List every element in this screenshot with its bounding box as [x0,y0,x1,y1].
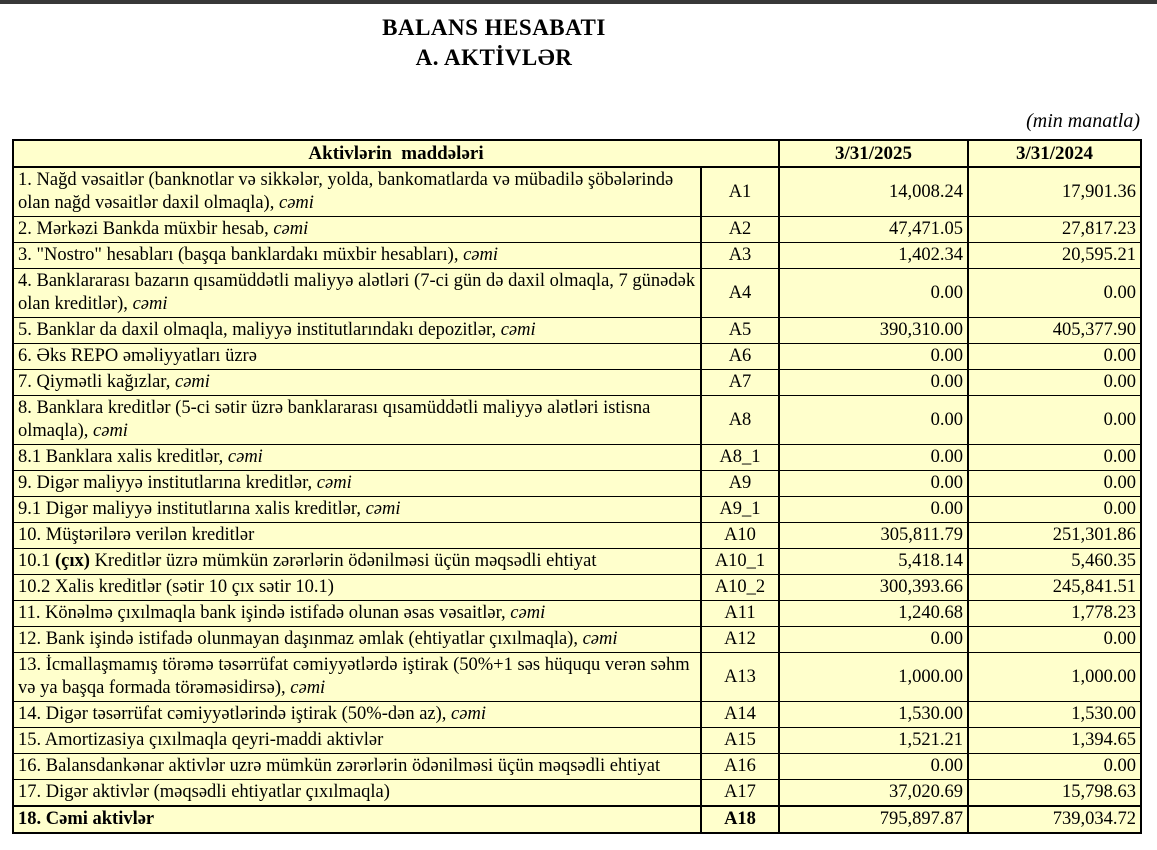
table-row [13,653,1141,702]
row-value-2024-cell: 0.00 [968,754,1141,780]
report-title: BALANS HESABATI [382,15,606,40]
row-value-2024-cell: 251,301.86 [968,523,1141,549]
table-row [13,754,1141,780]
row-label-segment: 4. Banklararası bazarın qısamüddətli maliyyə alətləri (7-ci gün də daxil olmaqla, 7 günədək olan kreditlər), [18,271,696,314]
table-row [13,471,1141,497]
row-value-2025-cell: 1,000.00 [779,653,968,702]
row-value-2025-cell: 1,240.68 [779,601,968,627]
row-label-segment: cəmi [132,294,168,314]
row-value-2025-cell: 0.00 [779,754,968,780]
row-label-segment: 12. Bank işində istifadə olunmayan daşınmaz əmlak (ehtiyatlar çıxılmaqla), [18,629,583,649]
table-row [13,627,1141,653]
row-label-segment: cəmi [278,193,314,213]
row-label-segment: 7. Qiymətli kağızlar, [18,372,175,392]
date-column-header-2025: 3/31/2025 [779,140,968,167]
row-value-2025-cell: 1,521.21 [779,728,968,754]
row-label-cell [13,269,701,318]
row-code-cell: A7 [701,370,779,396]
row-code-cell: A18 [701,806,779,833]
row-label-cell [13,601,701,627]
row-label-segment: cəmi [463,245,499,265]
window-top-edge [0,0,1157,4]
row-value-2024-cell: 15,798.63 [968,780,1141,807]
row-code-cell: A8_1 [701,445,779,471]
row-code-cell: A13 [701,653,779,702]
row-code-cell: A11 [701,601,779,627]
row-value-2024-cell: 0.00 [968,344,1141,370]
row-label-cell [13,396,701,445]
row-label-segment: Kreditlər üzrə mümkün zərərlərin ödənilməsi üçün məqsədli ehtiyat [89,551,597,571]
row-code-cell: A16 [701,754,779,780]
unit-note: (min manatla) [1026,110,1140,132]
row-code-cell: A2 [701,217,779,243]
row-label-segment: 8. Banklara kreditlər (5-ci sətir üzrə banklararası qısamüddətli maliyyə alətləri istisna olmaqla), [18,398,651,441]
table-row [13,167,1141,217]
row-label-cell [13,167,701,217]
row-label-cell [13,217,701,243]
row-label-segment: cəmi [174,372,210,392]
row-value-2024-cell: 0.00 [968,627,1141,653]
row-value-2024-cell: 5,460.35 [968,549,1141,575]
row-label-segment: cəmi [93,421,128,441]
date-column-header-2024: 3/31/2024 [968,140,1141,167]
row-value-2025-cell: 0.00 [779,269,968,318]
row-code-cell: A10_1 [701,549,779,575]
row-value-2025-cell: 14,008.24 [779,167,968,217]
table-row [13,396,1141,445]
table-row [13,269,1141,318]
row-label-segment: cəmi [227,447,263,467]
row-label-segment: 10. Müştərilərə verilən kreditlər [18,525,255,545]
row-label-segment: 9.1 Digər maliyyə institutlarına xalis kreditlər, [18,499,366,519]
row-label-segment: cəmi [510,603,546,623]
row-label-segment: 11. Könəlmə çıxılmaqla bank işində istifadə olunan əsas vəsaitlər, [18,603,511,623]
table-row [13,445,1141,471]
row-label-cell [13,653,701,702]
table-row [13,728,1141,754]
items-column-header: Aktivlərin maddələri [13,140,779,167]
row-value-2024-cell: 739,034.72 [968,806,1141,833]
row-label-segment: 13. İcmallaşmamış törəmə təsərrüfat cəmiyyətlərdə iştirak (50%+1 səs hüququ verən səhm və ya başqa formada törəməsidirsə), [18,655,690,698]
row-label-segment: 16. Balansdankənar aktivlər uzrə mümkün zərərlərin ödənilməsi üçün məqsədli ehtiyat [18,756,661,776]
table-row [13,497,1141,523]
row-label-cell [13,471,701,497]
row-value-2024-cell: 1,530.00 [968,702,1141,728]
row-value-2025-cell: 37,020.69 [779,780,968,807]
row-code-cell: A8 [701,396,779,445]
row-label-segment: 10.2 Xalis kreditlər (sətir 10 çıx sətir 10.1) [18,577,334,597]
table-row [13,601,1141,627]
row-label-segment: (çıx) [55,551,90,571]
row-value-2024-cell: 0.00 [968,471,1141,497]
row-label-cell [13,445,701,471]
row-label-cell [13,780,701,807]
row-value-2024-cell: 0.00 [968,269,1141,318]
row-value-2024-cell: 17,901.36 [968,167,1141,217]
row-label-cell [13,806,701,833]
row-label-segment: cəmi [500,320,536,340]
row-value-2024-cell: 1,394.65 [968,728,1141,754]
row-label-segment: cəmi [451,704,486,724]
report-title-block [0,13,988,73]
row-value-2024-cell: 245,841.51 [968,575,1141,601]
row-label-cell [13,243,701,269]
row-value-2025-cell: 0.00 [779,344,968,370]
row-label-cell [13,702,701,728]
row-value-2025-cell: 0.00 [779,497,968,523]
row-code-cell: A5 [701,318,779,344]
table-row [13,370,1141,396]
row-label-cell [13,344,701,370]
row-label-segment: 17. Digər aktivlər (məqsədli ehtiyatlar çıxılmaqla) [18,782,390,802]
table-row [13,318,1141,344]
row-value-2025-cell: 5,418.14 [779,549,968,575]
row-label-cell [13,575,701,601]
row-label-cell [13,318,701,344]
row-code-cell: A1 [701,167,779,217]
row-label-segment: 18. Cəmi aktivlər [18,809,155,829]
row-value-2024-cell: 1,000.00 [968,653,1141,702]
row-value-2025-cell: 1,530.00 [779,702,968,728]
row-value-2024-cell: 27,817.23 [968,217,1141,243]
row-code-cell: A3 [701,243,779,269]
row-label-cell [13,754,701,780]
row-label-cell [13,523,701,549]
row-value-2025-cell: 0.00 [779,445,968,471]
row-code-cell: A14 [701,702,779,728]
row-label-segment: 1. Nağd vəsaitlər (banknotlar və sikkələr, yolda, bankomatlarda və mübadilə şöbələrində olan nağd vəsaitlər daxil olmaqla), [18,170,674,213]
row-value-2025-cell: 47,471.05 [779,217,968,243]
row-value-2024-cell: 0.00 [968,497,1141,523]
row-code-cell: A10_2 [701,575,779,601]
row-value-2025-cell: 1,402.34 [779,243,968,269]
table-row [13,523,1141,549]
row-code-cell: A12 [701,627,779,653]
row-label-cell [13,627,701,653]
row-code-cell: A6 [701,344,779,370]
table-row [13,217,1141,243]
row-label-segment: 8.1 Banklara xalis kreditlər, [18,447,228,467]
row-label-cell [13,549,701,575]
table-row [13,243,1141,269]
row-code-cell: A4 [701,269,779,318]
row-label-segment: 9. Digər maliyyə institutlarına kreditlər, [18,473,317,493]
row-value-2024-cell: 405,377.90 [968,318,1141,344]
row-code-cell: A10 [701,523,779,549]
row-value-2024-cell: 1,778.23 [968,601,1141,627]
row-value-2025-cell: 305,811.79 [779,523,968,549]
assets-table [12,139,1142,834]
row-label-segment: 15. Amortizasiya çıxılmaqla qeyri-maddi aktivlər [18,730,384,750]
row-value-2024-cell: 0.00 [968,396,1141,445]
row-label-cell [13,370,701,396]
row-value-2025-cell: 0.00 [779,627,968,653]
table-row [13,549,1141,575]
row-value-2025-cell: 0.00 [779,370,968,396]
row-label-segment: 2. Mərkəzi Bankda müxbir hesab, [18,219,274,239]
row-label-segment: cəmi [582,629,618,649]
row-label-segment: cəmi [316,473,352,493]
row-code-cell: A9 [701,471,779,497]
row-value-2024-cell: 0.00 [968,445,1141,471]
row-value-2024-cell: 0.00 [968,370,1141,396]
row-label-segment: 10.1 [18,551,55,571]
row-label-cell [13,497,701,523]
table-row [13,806,1141,833]
row-label-segment: 6. Əks REPO əməliyyatları üzrə [18,346,257,366]
row-value-2025-cell: 795,897.87 [779,806,968,833]
row-value-2025-cell: 0.00 [779,471,968,497]
table-row [13,780,1141,807]
row-label-segment: 5. Banklar da daxil olmaqla, maliyyə institutlarındakı depozitlər, [18,320,501,340]
row-label-cell [13,728,701,754]
row-label-segment: 3. "Nostro" hesabları (başqa banklardakı müxbir hesabları), [18,245,464,265]
row-code-cell: A9_1 [701,497,779,523]
table-row [13,575,1141,601]
table-body [13,167,1141,833]
table-row [13,344,1141,370]
row-value-2025-cell: 0.00 [779,396,968,445]
row-code-cell: A17 [701,780,779,807]
report-subtitle: A. AKTİVLƏR [415,45,573,70]
row-label-segment: cəmi [273,219,309,239]
row-value-2024-cell: 20,595.21 [968,243,1141,269]
row-label-segment: cəmi [365,499,401,519]
table-row [13,702,1141,728]
row-value-2025-cell: 390,310.00 [779,318,968,344]
row-label-segment: 14. Digər təsərrüfat cəmiyyətlərində iştirak (50%-dən az), [18,704,452,724]
row-value-2025-cell: 300,393.66 [779,575,968,601]
table-header-row [13,140,1141,167]
row-code-cell: A15 [701,728,779,754]
row-label-segment: cəmi [290,678,326,698]
